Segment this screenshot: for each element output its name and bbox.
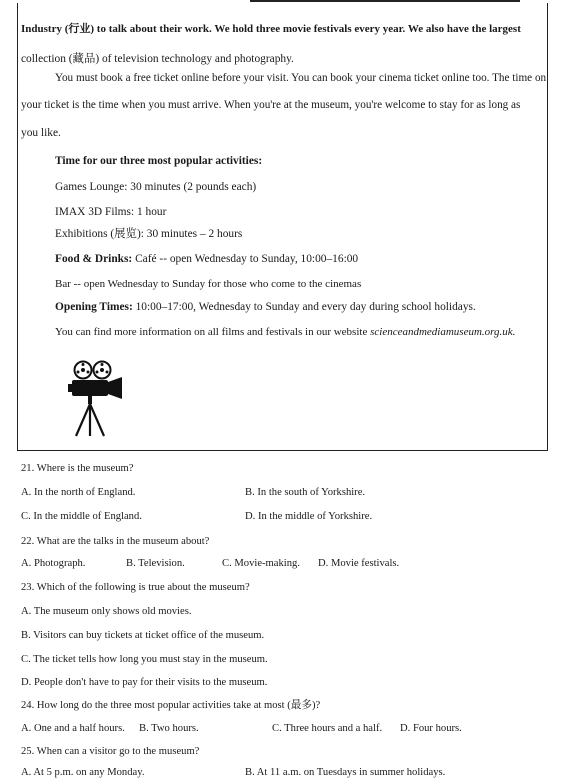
- q23-option-b: B. Visitors can buy tickets at ticket office of the museum.: [21, 630, 265, 641]
- q25-option-a: A. At 5 p.m. on any Monday.: [21, 767, 145, 778]
- food-text: Café -- open Wednesday to Sunday, 10:00–16:00: [132, 253, 359, 265]
- q25-option-b: B. At 11 a.m. on Tuesdays in summer holidays.: [245, 767, 446, 778]
- more-info-text: You can find more information on all films and festivals in our website: [55, 326, 371, 338]
- activity-exhibitions: Exhibitions (展览): 30 minutes – 2 hours: [55, 228, 243, 240]
- q21-option-c: C. In the middle of England.: [21, 511, 142, 522]
- q24-option-b: B. Two hours.: [139, 723, 199, 734]
- activity-games-lounge: Games Lounge: 30 minutes (2 pounds each): [55, 181, 257, 193]
- opening-text: 10:00–17:00, Wednesday to Sunday and every day during school holidays.: [132, 301, 476, 313]
- q21-option-d: D. In the middle of Yorkshire.: [245, 511, 373, 522]
- question-21: 21. Where is the museum?: [21, 463, 134, 474]
- q23-option-a: A. The museum only shows old movies.: [21, 606, 192, 617]
- bar-line: Bar -- open Wednesday to Sunday for those who come to the cinemas: [55, 278, 362, 290]
- q23-option-c: C. The ticket tells how long you must stay in the museum.: [21, 654, 268, 665]
- opening-times-line: [55, 300, 476, 314]
- q22-option-a: A. Photograph.: [21, 558, 86, 569]
- passage-line-1: Industry (行业) to talk about their work. We hold three movie festivals every year. We also have the largest: [21, 23, 521, 35]
- q22-option-c: C. Movie-making.: [222, 558, 300, 569]
- question-25: 25. When can a visitor go to the museum?: [21, 746, 200, 757]
- passage-para2-line-2: your ticket is the time when you must arrive. When you're at the museum, you're welcome to stay for as long as: [21, 99, 521, 111]
- q24-option-c: C. Three hours and a half.: [272, 723, 383, 734]
- q24-option-d: D. Four hours.: [400, 723, 462, 734]
- question-22: 22. What are the talks in the museum about?: [21, 536, 210, 547]
- q21-option-b: B. In the south of Yorkshire.: [245, 487, 366, 498]
- passage-line-2: collection (藏品) of television technology and photography.: [21, 53, 294, 65]
- food-drinks-line: [55, 252, 358, 266]
- top-border-line: [250, 0, 520, 2]
- q24-option-a: A. One and a half hours.: [21, 723, 125, 734]
- q23-option-d: D. People don't have to pay for their visits to the museum.: [21, 677, 268, 688]
- food-label: Food & Drinks:: [55, 253, 133, 265]
- activity-imax: IMAX 3D Films: 1 hour: [55, 206, 167, 218]
- film-projector-icon: [66, 360, 124, 438]
- passage-para2-line-3: you like.: [21, 127, 61, 139]
- q21-option-a: A. In the north of England.: [21, 487, 136, 498]
- q22-option-b: B. Television.: [126, 558, 185, 569]
- passage-para2-line-1: You must book a free ticket online before your visit. You can book your cinema ticket online too. The time on: [55, 72, 547, 84]
- q22-option-d: D. Movie festivals.: [318, 558, 400, 569]
- website-text: scienceandmediamuseum.org.uk.: [370, 326, 516, 338]
- more-info-line: [55, 325, 515, 339]
- question-23: 23. Which of the following is true about the museum?: [21, 582, 250, 593]
- activities-heading: Time for our three most popular activities:: [55, 155, 263, 167]
- opening-label: Opening Times:: [55, 301, 133, 313]
- question-24: 24. How long do the three most popular activities take at most (最多)?: [21, 700, 321, 711]
